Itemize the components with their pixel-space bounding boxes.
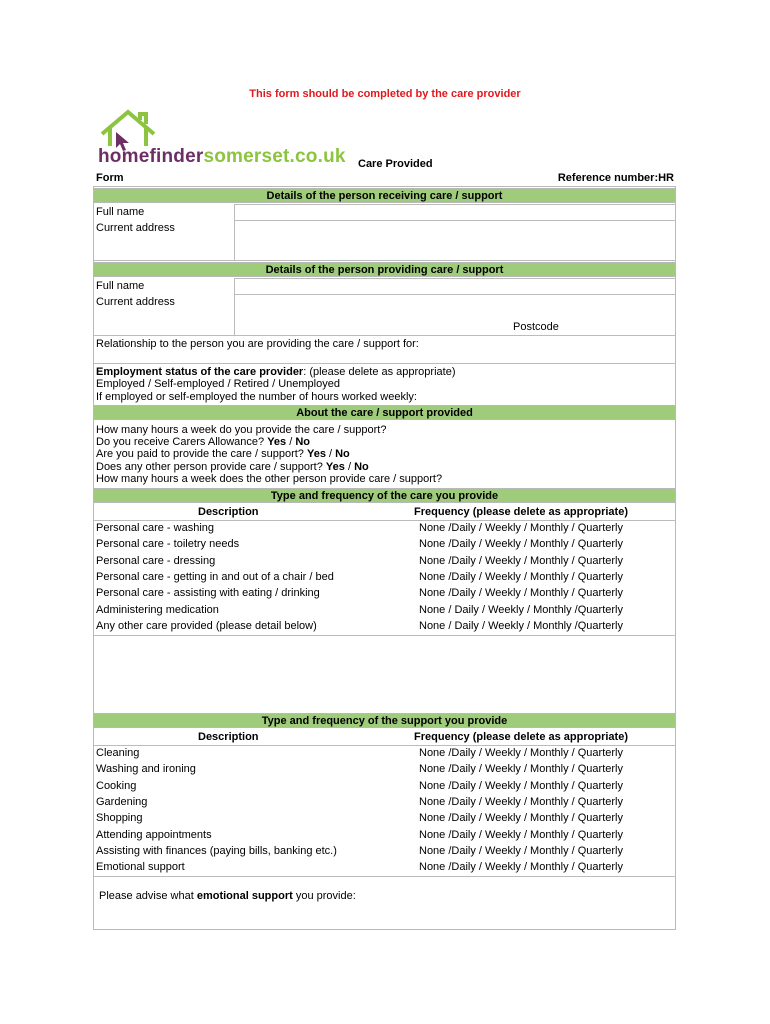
section-header-about: About the care / support provided bbox=[93, 405, 676, 420]
support-row-description: Cooking bbox=[96, 779, 137, 792]
postcode-label: Postcode bbox=[513, 321, 559, 333]
receiving-full-name-field[interactable] bbox=[235, 205, 675, 220]
support-row-description: Washing and ironing bbox=[96, 763, 196, 776]
about-q4-sep: / bbox=[344, 461, 355, 473]
providing-address-label: Current address bbox=[96, 296, 175, 308]
support-row-frequency[interactable]: None /Daily / Weekly / Monthly / Quarterly bbox=[419, 747, 623, 759]
support-row-description: Shopping bbox=[96, 812, 143, 825]
section-header-care: Type and frequency of the care you provide bbox=[93, 488, 676, 503]
about-q4-text: Does any other person provide care / support? bbox=[96, 461, 323, 473]
about-q2-no[interactable]: No bbox=[295, 436, 311, 448]
receiving-full-name-label: Full name bbox=[96, 206, 145, 218]
support-row-frequency[interactable]: None /Daily / Weekly / Monthly / Quarterly bbox=[419, 828, 623, 841]
about-q4-no[interactable]: No bbox=[354, 461, 369, 473]
care-row-description: Administering medication bbox=[96, 603, 219, 616]
support-row-description: Attending appointments bbox=[96, 828, 212, 841]
support-row-frequency[interactable]: None /Daily / Weekly / Monthly / Quarterly bbox=[419, 844, 623, 857]
support-row-description: Cleaning bbox=[96, 747, 140, 759]
support-row-frequency[interactable]: None /Daily / Weekly / Monthly / Quarterly bbox=[419, 795, 623, 808]
care-row-description: Personal care - toiletry needs bbox=[96, 538, 240, 551]
about-q5[interactable]: How many hours a week does the other person provide care / support? bbox=[96, 473, 443, 485]
support-row-description: Assisting with finances (paying bills, banking etc.) bbox=[96, 844, 337, 857]
brand-name-part1: homefinder bbox=[98, 146, 204, 167]
support-col-description: Description bbox=[198, 731, 259, 743]
care-row-frequency[interactable]: None /Daily / Weekly / Monthly / Quarterly bbox=[419, 522, 623, 534]
emotional-support-field[interactable] bbox=[94, 905, 675, 929]
support-row-frequency[interactable]: None /Daily / Weekly / Monthly / Quarterly bbox=[419, 763, 623, 776]
employment-status-rest: : (please delete as appropriate) bbox=[303, 366, 456, 378]
about-q4-yes[interactable]: Yes bbox=[325, 461, 345, 473]
section-header-receiving: Details of the person receiving care / support bbox=[93, 188, 676, 203]
emotional-support-prompt[interactable] bbox=[99, 890, 356, 903]
care-row-description: Any other care provided (please detail below) bbox=[96, 619, 317, 632]
about-q3-yes[interactable]: Yes bbox=[306, 448, 326, 460]
care-row-frequency[interactable]: None /Daily / Weekly / Monthly / Quarterly bbox=[419, 554, 623, 567]
emotional-prefix: Please advise what bbox=[99, 890, 197, 902]
section-header-support: Type and frequency of the support you provide bbox=[93, 713, 676, 728]
care-row-description: Personal care - assisting with eating / drinking bbox=[96, 587, 320, 600]
support-row-description: Gardening bbox=[96, 795, 148, 808]
receiving-address-field[interactable] bbox=[235, 221, 675, 260]
care-row-frequency[interactable]: None / Daily / Weekly / Monthly /Quarterly bbox=[419, 619, 623, 632]
receiving-address-label: Current address bbox=[96, 222, 175, 234]
brand-wordmark bbox=[98, 146, 346, 168]
reference-number: Reference number:HR bbox=[557, 172, 674, 184]
form-title-left: Form bbox=[96, 172, 124, 184]
emotional-suffix: you provide: bbox=[292, 890, 356, 902]
emotional-bold: emotional support bbox=[196, 890, 293, 902]
completion-notice: This form should be completed by the care provider bbox=[249, 88, 521, 100]
employment-options[interactable]: Employed / Self-employed / Retired / Unemployed bbox=[96, 378, 340, 390]
providing-address-field[interactable] bbox=[235, 295, 675, 335]
support-row-description: Emotional support bbox=[96, 861, 185, 874]
care-row-frequency[interactable]: None / Daily / Weekly / Monthly /Quarterly bbox=[419, 603, 623, 616]
support-row-frequency[interactable]: None /Daily / Weekly / Monthly / Quarterly bbox=[419, 779, 623, 792]
brand-name-part2: somerset.co.uk bbox=[203, 146, 346, 167]
support-row-frequency[interactable]: None /Daily / Weekly / Monthly / Quarterly bbox=[419, 861, 623, 874]
about-q2-yes[interactable]: Yes bbox=[267, 436, 287, 448]
care-row-frequency[interactable]: None /Daily / Weekly / Monthly / Quarterly bbox=[419, 570, 623, 583]
about-q3[interactable] bbox=[96, 448, 350, 461]
about-q2-sep: / bbox=[286, 436, 296, 448]
support-col-frequency: Frequency (please delete as appropriate) bbox=[414, 731, 628, 743]
employment-hours[interactable]: If employed or self-employed the number of hours worked weekly: bbox=[96, 391, 417, 403]
care-col-description: Description bbox=[198, 506, 259, 518]
providing-full-name-field[interactable] bbox=[235, 279, 675, 294]
support-row-frequency[interactable]: None /Daily / Weekly / Monthly / Quarterly bbox=[419, 812, 623, 825]
care-row-description: Personal care - dressing bbox=[96, 554, 216, 567]
relationship-label[interactable]: Relationship to the person you are providing the care / support for: bbox=[96, 338, 419, 350]
other-care-detail-field[interactable] bbox=[94, 636, 675, 712]
care-row-frequency[interactable]: None /Daily / Weekly / Monthly / Quarterly bbox=[419, 587, 623, 600]
employment-status-bold: Employment status of the care provider bbox=[96, 366, 304, 378]
care-row-description: Personal care - washing bbox=[96, 522, 215, 534]
about-q1[interactable]: How many hours a week do you provide the care / support? bbox=[96, 424, 387, 436]
care-col-frequency: Frequency (please delete as appropriate) bbox=[414, 506, 628, 518]
form-title-right: Care Provided bbox=[358, 158, 433, 170]
care-row-frequency[interactable]: None /Daily / Weekly / Monthly / Quarterly bbox=[419, 538, 623, 551]
about-q3-sep: / bbox=[325, 448, 336, 460]
about-q2-text: Do you receive Carers Allowance? bbox=[96, 436, 265, 448]
providing-full-name-label: Full name bbox=[96, 280, 145, 292]
about-q3-text: Are you paid to provide the care / support? bbox=[96, 448, 304, 460]
section-header-providing: Details of the person providing care / support bbox=[93, 262, 676, 277]
about-q3-no[interactable]: No bbox=[335, 448, 350, 460]
care-row-description: Personal care - getting in and out of a chair / bed bbox=[96, 570, 334, 583]
